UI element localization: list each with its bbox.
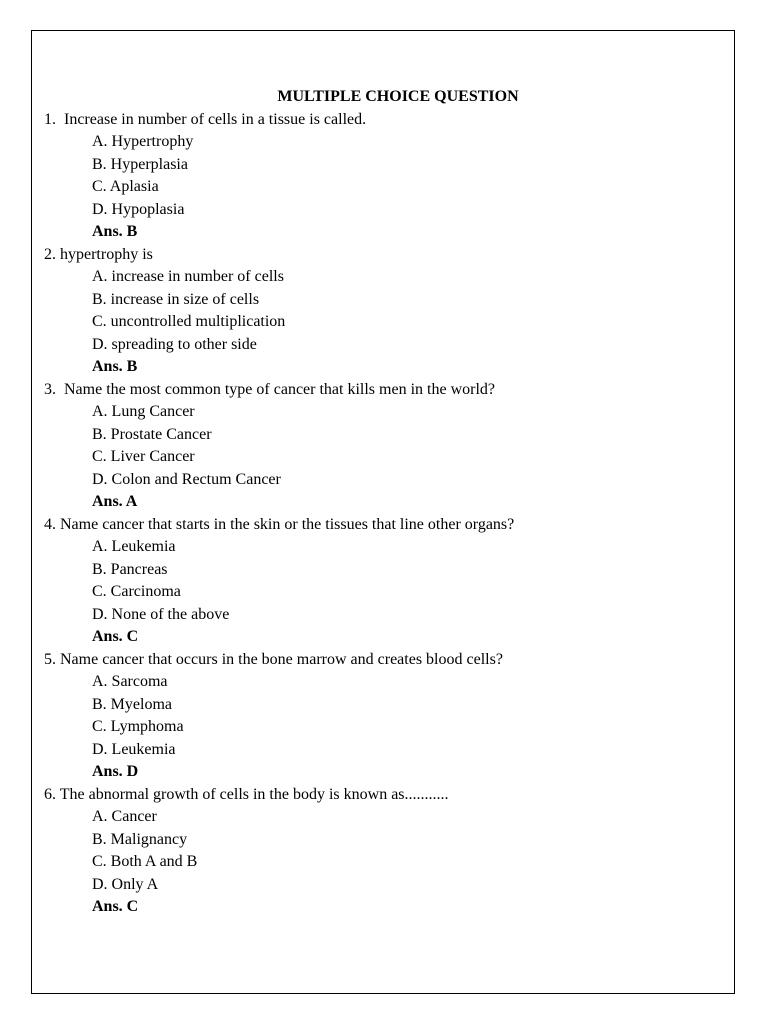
correct-answer: Ans. C (92, 898, 139, 915)
question-text: 5. Name cancer that occurs in the bone marrow and creates blood cells? (44, 650, 503, 668)
answer-option: C. Aplasia (92, 178, 159, 195)
question-list (44, 109, 724, 919)
answer-option: B. Pancreas (92, 560, 168, 578)
answer-option: B. Myeloma (92, 695, 172, 713)
answer-option: D. Colon and Rectum Cancer (92, 470, 281, 488)
question-text: 3. Name the most common type of cancer that kills men in the world? (44, 380, 495, 398)
document-body (44, 86, 724, 919)
question-text: 4. Name cancer that starts in the skin or the tissues that line other organs? (44, 515, 515, 533)
answer-option: C. Liver Cancer (92, 448, 195, 465)
question-block (44, 784, 724, 919)
correct-answer: Ans. B (92, 358, 138, 375)
question-text: 6. The abnormal growth of cells in the body is known as........... (44, 785, 449, 803)
answer-option: C. Lymphoma (92, 718, 184, 735)
answer-option: C. Both A and B (92, 853, 198, 870)
answer-option: D. Hypoplasia (92, 200, 185, 218)
answer-option: A. Cancer (92, 808, 157, 825)
page-title: MULTIPLE CHOICE QUESTION (277, 88, 519, 105)
correct-answer: Ans. D (92, 763, 139, 780)
answer-option: A. Hypertrophy (92, 133, 194, 150)
question-block (44, 379, 724, 514)
answer-option: A. Sarcoma (92, 673, 168, 690)
answer-option: B. Hyperplasia (92, 155, 188, 173)
correct-answer: Ans. B (92, 223, 138, 240)
answer-option: D. Only A (92, 875, 159, 893)
answer-option: C. uncontrolled multiplication (92, 313, 286, 330)
answer-option: B. Prostate Cancer (92, 425, 212, 443)
answer-option: D. spreading to other side (92, 335, 257, 353)
question-block (44, 514, 724, 649)
correct-answer: Ans. A (92, 493, 138, 510)
answer-option: B. Malignancy (92, 830, 188, 848)
answer-option: A. Lung Cancer (92, 403, 195, 420)
answer-option: A. Leukemia (92, 538, 176, 555)
answer-option: D. None of the above (92, 605, 230, 623)
answer-option: D. Leukemia (92, 740, 176, 758)
correct-answer: Ans. C (92, 628, 139, 645)
answer-option: C. Carcinoma (92, 583, 181, 600)
question-text: 1. Increase in number of cells in a tissue is called. (44, 110, 367, 128)
question-block (44, 109, 724, 244)
question-block (44, 244, 724, 379)
answer-option: B. increase in size of cells (92, 290, 260, 308)
answer-option: A. increase in number of cells (92, 268, 284, 285)
question-block (44, 649, 724, 784)
question-text: 2. hypertrophy is (44, 245, 153, 263)
